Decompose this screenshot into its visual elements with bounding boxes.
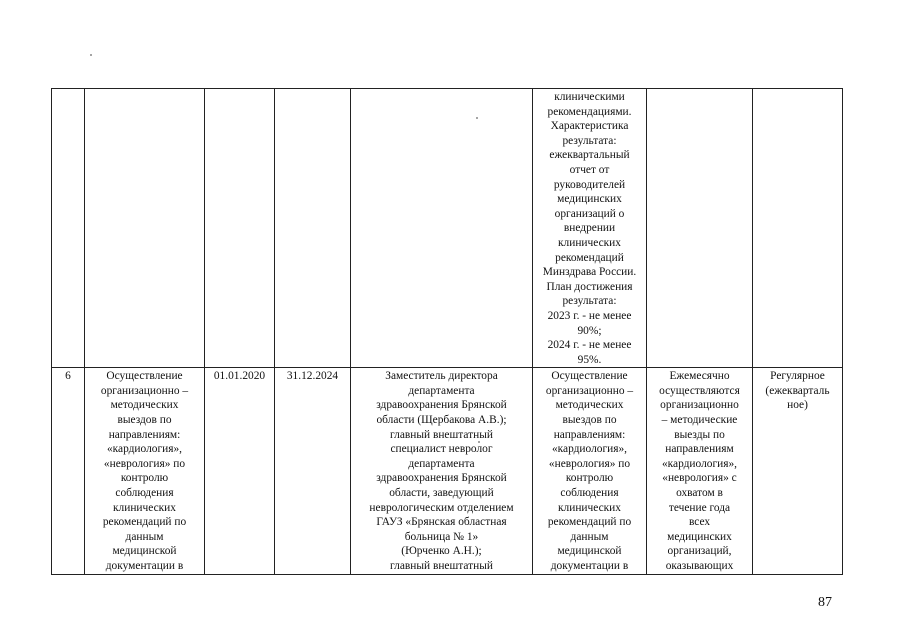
- page-number: 87: [818, 595, 832, 610]
- cell-activity: [85, 89, 205, 368]
- table-row-continuation: [52, 89, 843, 368]
- cell-result: Осуществление организационно – методических выездов по направлениям: «кардиология», «неврология» по контролю соблюдения клинических рекомендаций по данным медицинской документации в: [533, 368, 647, 574]
- cell-end-date: [275, 89, 351, 368]
- cell-result: клиническими рекомендациями. Характеристика результата: ежеквартальный отчет от руководителей медицинских организаций о внедрении клинических рекомендаций Минздрава России. План достижения результата: 2023 г. - не менее 90%; 2024 г. - не менее 95%.: [533, 89, 647, 368]
- cell-description: [647, 89, 753, 368]
- cell-number: [52, 89, 85, 368]
- cell-regularity: Регулярное (ежекварталь ное): [753, 368, 843, 574]
- cell-responsible: Заместитель директора департамента здравоохранения Брянской области (Щербакова А.В.); главный внештатный специалист невролог департамента здравоохранения Брянской области, заведующий неврологическим отделением ГАУЗ «Брянская областная больница № 1» (Юрченко А.Н.); главный внештатный: [351, 368, 533, 574]
- scan-speck: [90, 54, 92, 56]
- cell-responsible: [351, 89, 533, 368]
- cell-activity: Осуществление организационно – методических выездов по направлениям: «кардиология», «неврология» по контролю соблюдения клинических рекомендаций по данным медицинской документации в: [85, 368, 205, 574]
- cell-number: 6: [52, 368, 85, 574]
- cell-end-date: 31.12.2024: [275, 368, 351, 574]
- plan-table: [51, 88, 843, 575]
- cell-description: Ежемесячно осуществляются организационно – методические выезды по направлениям «кардиология», «неврология» с охватом в течение года всех медицинских организаций, оказывающих: [647, 368, 753, 574]
- cell-start-date: [205, 89, 275, 368]
- cell-start-date: 01.01.2020: [205, 368, 275, 574]
- cell-regularity: [753, 89, 843, 368]
- table-row-6: [52, 368, 843, 574]
